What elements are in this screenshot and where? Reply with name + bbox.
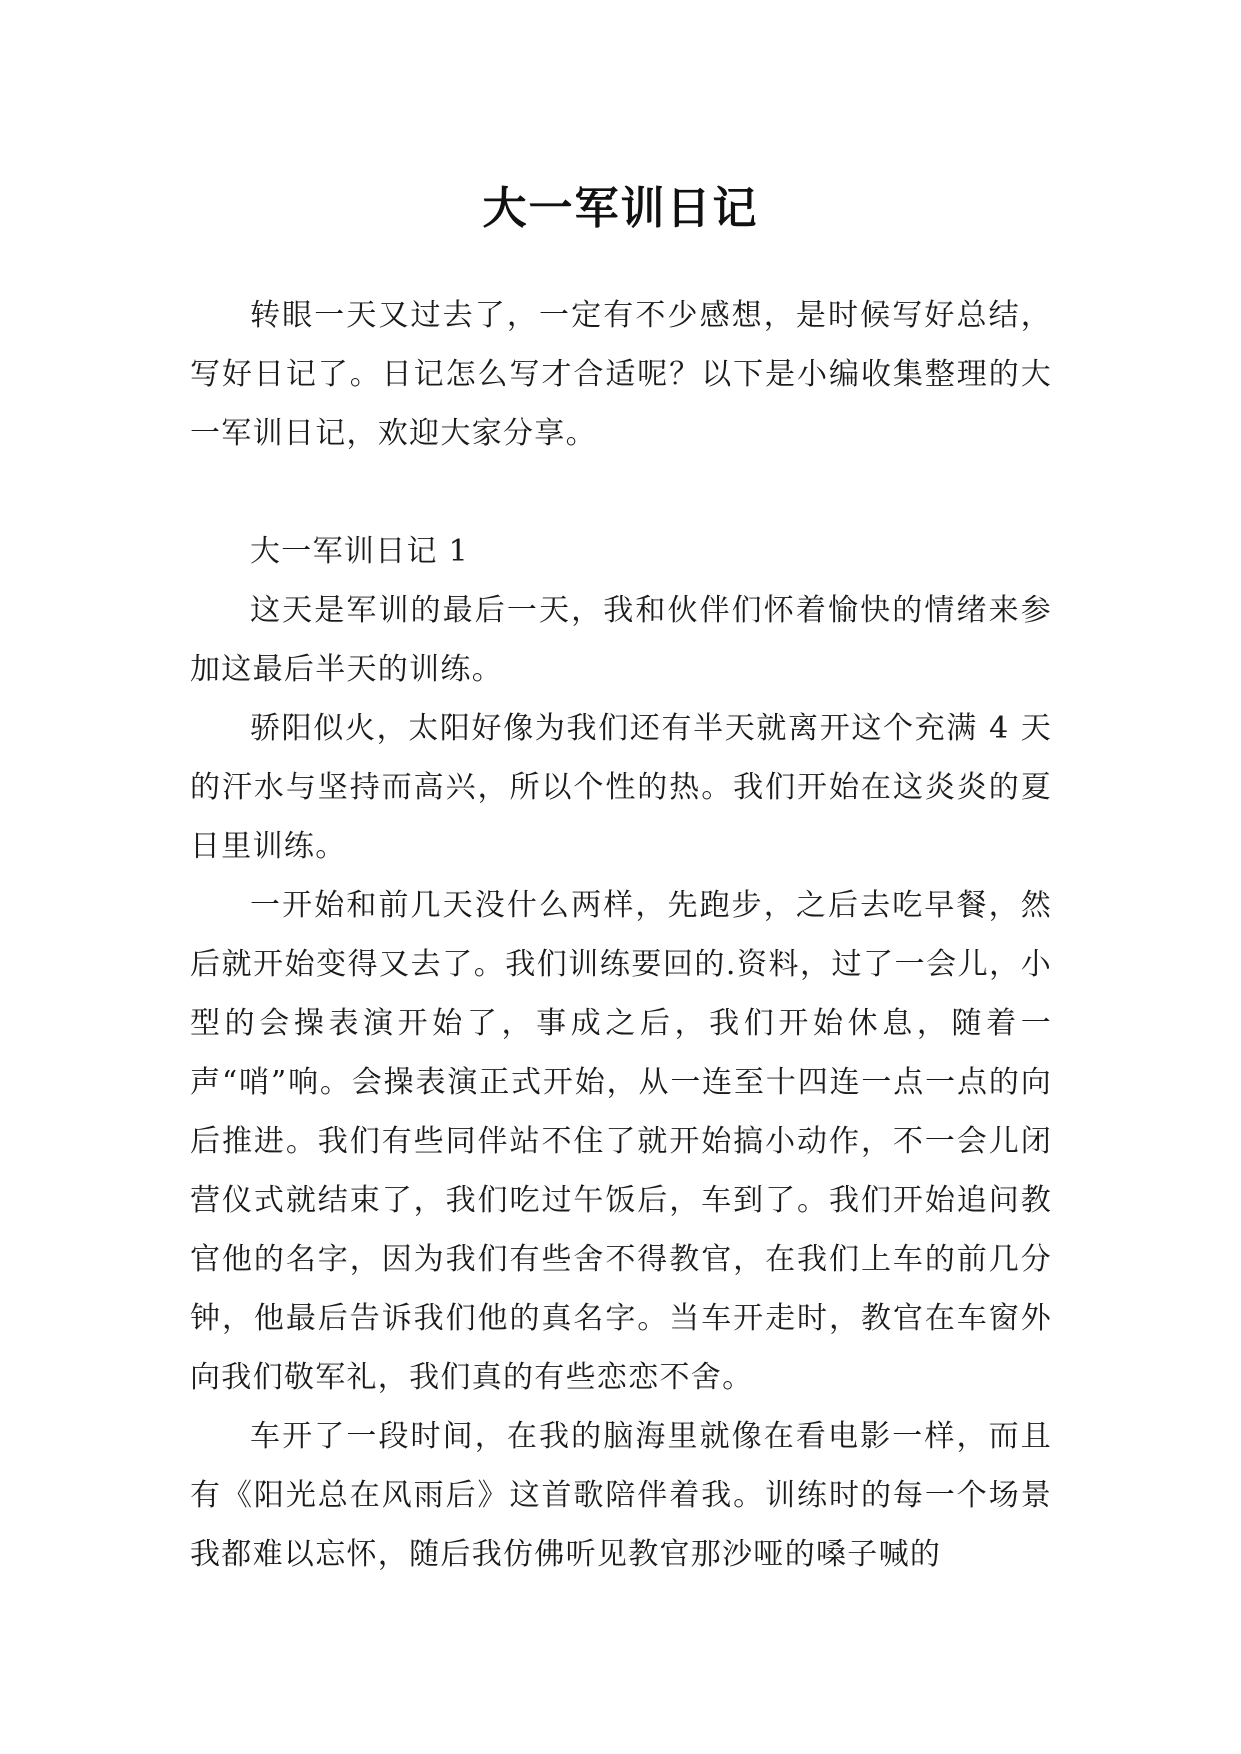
intro-block [190,286,1052,463]
body-paragraph: 骄阳似火，太阳好像为我们还有半天就离开这个充满 4 天的汗水与坚持而高兴，所以个性的热。我们开始在这炎炎的夏日里训练。 [190,711,1052,864]
section-heading: 大一军训日记 1 [250,534,470,569]
article-body [190,522,1052,1584]
document-title: 大一军训日记 [482,183,759,235]
body-paragraph: 一开始和前几天没什么两样，先跑步，之后去吃早餐，然后就开始变得又去了。我们训练要回的.资料，过了一会儿，小型的会操表演开始了，事成之后，我们开始休息，随着一声“哨”响。会操表演正式开始，从一连至十四连一点一点的向后推进。我们有些同伴站不住了就开始搞小动作，不一会儿闭营仪式就结束了，我们吃过午饭后，车到了。我们开始追问教官他的名字，因为我们有些舍不得教官，在我们上车的前几分钟，他最后告诉我们他的真名字。当车开走时，教官在车窗外向我们敬军礼，我们真的有些恋恋不舍。 [190,888,1052,1395]
body-paragraph: 这天是军训的最后一天，我和伙伴们怀着愉快的情绪来参加这最后半天的训练。 [190,593,1052,687]
body-paragraph: 车开了一段时间，在我的脑海里就像在看电影一样，而且有《阳光总在风雨后》这首歌陪伴着我。训练时的每一个场景我都难以忘怀，随后我仿佛听见教官那沙哑的嗓子喊的 [190,1419,1052,1572]
intro-paragraph: 转眼一天又过去了，一定有不少感想，是时候写好总结，写好日记了。日记怎么写才合适呢？以下是小编收集整理的大一军训日记，欢迎大家分享。 [190,298,1052,451]
